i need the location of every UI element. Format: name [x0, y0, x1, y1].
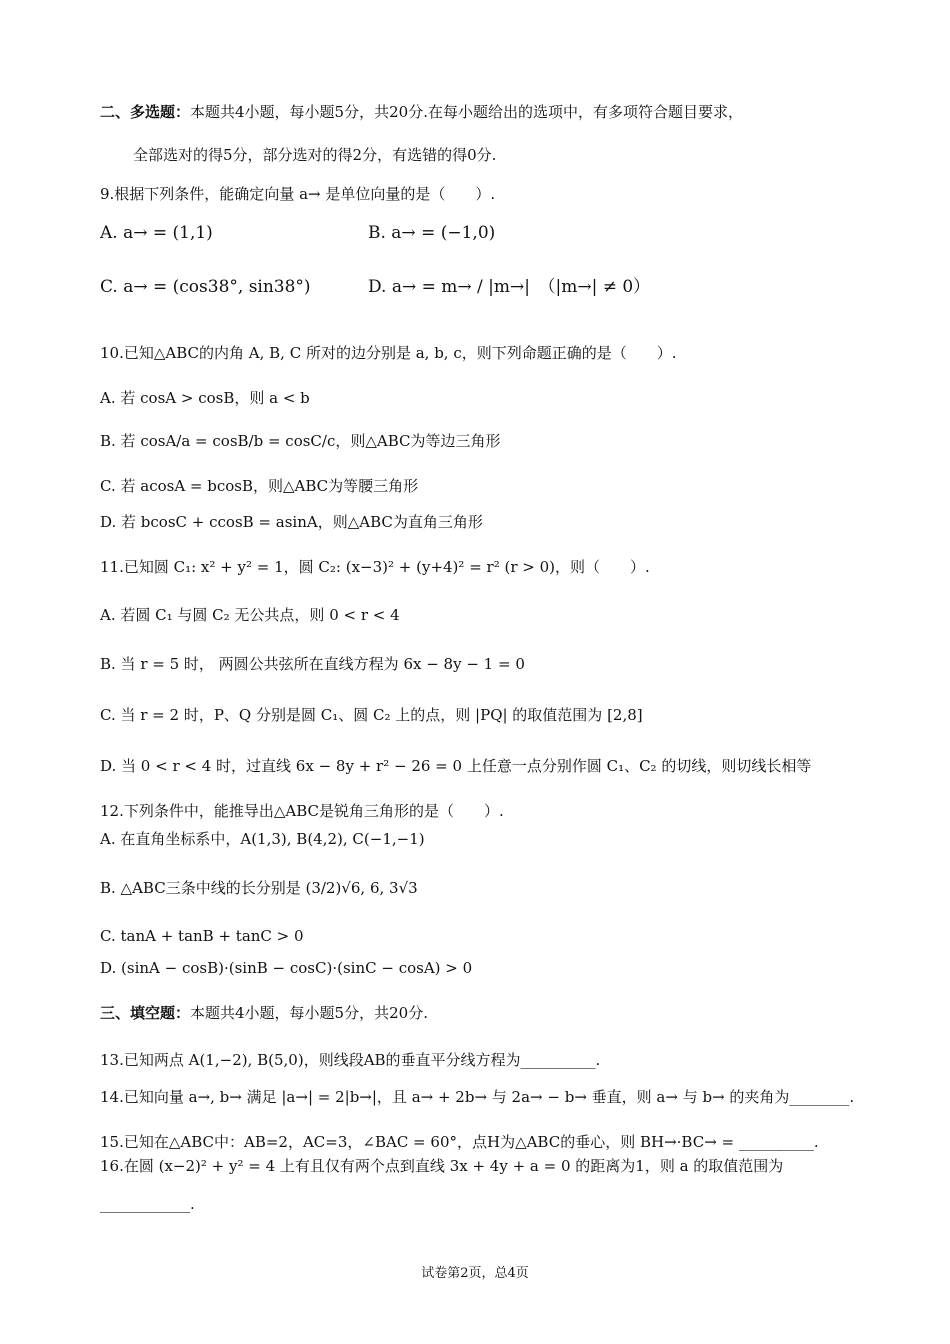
section2-header	[100, 102, 743, 122]
q10-option-d: D. 若 bcosC + ccosB = asinA，则△ABC为直角三角形	[100, 513, 483, 531]
q12-option-c: C. tanA + tanB + tanC > 0	[100, 927, 304, 945]
section2-title: 二、多选题：	[100, 103, 191, 121]
q15: 15.已知在△ABC中：AB=2，AC=3，∠BAC = 60°，点H为△ABC的垂心，则 BH→·BC→ = __________.	[100, 1133, 819, 1151]
q9-stem: 9.根据下列条件，能确定向量 a→ 是单位向量的是（ ）.	[100, 185, 496, 203]
q14: 14.已知向量 a→, b→ 满足 |a→| = 2|b→|，且 a→ + 2b→ 与 2a→ − b→ 垂直，则 a→ 与 b→ 的夹角为________.	[100, 1088, 855, 1106]
q9-option-d: D. a→ = m→ / |m→| （|m→| ≠ 0）	[368, 277, 651, 297]
q10-option-c: C. 若 acosA = bcosB，则△ABC为等腰三角形	[100, 477, 419, 495]
q9-option-a: A. a→ = (1,1)	[100, 223, 213, 243]
page-footer: 试卷第2页，总4页	[421, 1266, 529, 1281]
q16-line1: 16.在圆 (x−2)² + y² = 4 上有且仅有两个点到直线 3x + 4y + a = 0 的距离为1，则 a 的取值范围为	[100, 1157, 784, 1175]
q10-option-b: B. 若 cosA/a = cosB/b = cosC/c，则△ABC为等边三角形	[100, 432, 501, 450]
q11-option-b: B. 当 r = 5 时， 两圆公共弦所在直线方程为 6x − 8y − 1 = 0	[100, 655, 525, 673]
q11-option-d: D. 当 0 < r < 4 时，过直线 6x − 8y + r² − 26 = 0 上任意一点分别作圆 C₁、C₂ 的切线，则切线长相等	[100, 757, 812, 775]
section2-desc-line1: 本题共4小题，每小题5分，共20分.在每小题给出的选项中，有多项符合题目要求，	[190, 103, 743, 121]
q11-option-c: C. 当 r = 2 时，P、Q 分别是圆 C₁、圆 C₂ 上的点，则 |PQ| 的取值范围为 [2,8]	[100, 706, 643, 724]
section3-title: 三、填空题：	[100, 1004, 191, 1022]
section3-header	[100, 1003, 428, 1023]
section3-desc: 本题共4小题，每小题5分，共20分.	[190, 1004, 428, 1022]
q10-stem: 10.已知△ABC的内角 A, B, C 所对的边分别是 a, b, c，则下列命题正确的是（ ）.	[100, 344, 677, 362]
q12-stem: 12.下列条件中，能推导出△ABC是锐角三角形的是（ ）.	[100, 802, 504, 820]
q11-option-a: A. 若圆 C₁ 与圆 C₂ 无公共点，则 0 < r < 4	[100, 606, 400, 624]
q13: 13.已知两点 A(1,−2), B(5,0)，则线段AB的垂直平分线方程为__________.	[100, 1051, 601, 1069]
q11-stem: 11.已知圆 C₁: x² + y² = 1，圆 C₂: (x−3)² + (y+4)² = r² (r > 0)，则（ ）.	[100, 558, 650, 576]
q12-option-a: A. 在直角坐标系中，A(1,3), B(4,2), C(−1,−1)	[100, 830, 425, 848]
section2-desc-line2: 全部选对的得5分，部分选对的得2分，有选错的得0分.	[133, 146, 497, 164]
q9-option-b: B. a→ = (−1,0)	[368, 223, 496, 243]
q16-line2: ____________.	[100, 1195, 195, 1213]
q12-option-d: D. (sinA − cosB)·(sinB − cosC)·(sinC − cosA) > 0	[100, 959, 473, 977]
q10-option-a: A. 若 cosA > cosB，则 a < b	[100, 389, 310, 407]
q9-option-c: C. a→ = (cos38°, sin38°)	[100, 277, 311, 297]
q12-option-b: B. △ABC三条中线的长分别是 (3/2)√6, 6, 3√3	[100, 879, 418, 897]
